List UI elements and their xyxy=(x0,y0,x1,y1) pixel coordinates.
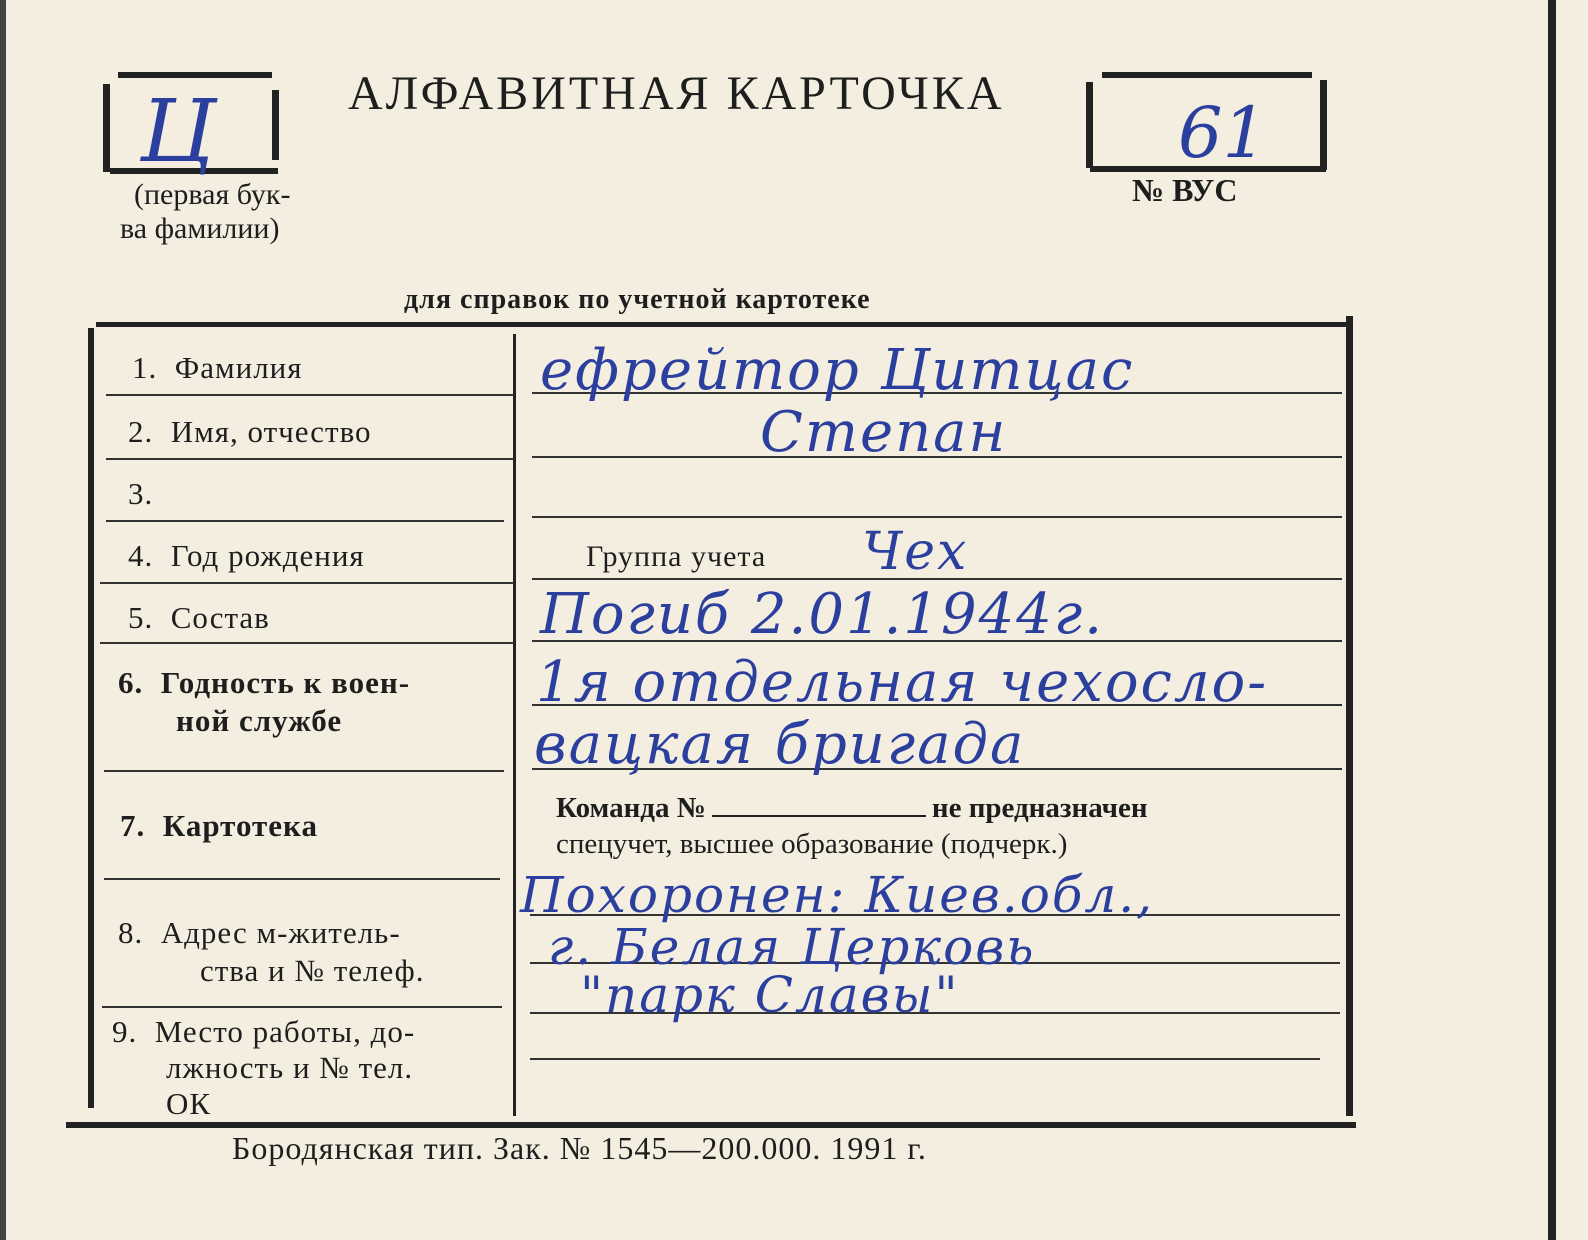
special-line: спецучет, высшее образование (подчерк.) xyxy=(556,828,1068,860)
field-8-label: 8. Адрес м-житель- ства и № телеф. xyxy=(118,915,425,988)
printer-imprint: Бородянская тип. Зак. № 1545—200.000. 1991 г. xyxy=(232,1130,927,1166)
table-top-rule xyxy=(96,322,1348,327)
group-handwritten: Чех xyxy=(862,522,969,582)
field-2-label: 2. Имя, отчество xyxy=(128,414,372,449)
card-title: АЛФАВИТНАЯ КАРТОЧКА xyxy=(348,67,1005,120)
table-left-rule xyxy=(88,328,94,1108)
letter-caption: (первая бук- ва фамилии) xyxy=(120,178,291,245)
unit-handwritten-2: вацкая бригада xyxy=(534,712,1026,777)
field-4-label: 4. Год рождения xyxy=(128,538,365,573)
field-3-label: 3. xyxy=(128,476,154,511)
letter-handwritten: Ц xyxy=(140,82,215,182)
table-divider xyxy=(513,334,516,1116)
field-7-label: 7. Картотека xyxy=(120,808,318,843)
burial-handwritten-1: Похоронен: Киев.обл., xyxy=(520,866,1155,924)
field-5-label: 5. Состав xyxy=(128,600,270,635)
field-1-label: 1. Фамилия xyxy=(132,350,303,385)
burial-handwritten-2: г. Белая Церковь xyxy=(548,918,1036,976)
vus-caption: № ВУС xyxy=(1132,172,1238,208)
team-line: Команда № не предназначен xyxy=(556,792,1148,824)
group-label: Группа учета xyxy=(586,540,767,573)
vus-handwritten: 61 xyxy=(1178,92,1268,174)
table-bottom-rule xyxy=(66,1122,1356,1128)
death-handwritten: Погиб 2.01.1944г. xyxy=(540,582,1105,647)
subtitle: для справок по учетной картотеке xyxy=(404,284,871,315)
field-9-label: 9. Место работы, до- лжность и № тел. ОК xyxy=(112,1014,416,1121)
card-edge-left xyxy=(0,0,6,1240)
unit-handwritten-1: 1я отдельная чехосло- xyxy=(536,650,1269,715)
table-right-rule xyxy=(1346,316,1353,1116)
name-handwritten: Степан xyxy=(760,400,1008,465)
burial-handwritten-3: "парк Славы" xyxy=(580,966,960,1024)
surname-handwritten: ефрейтор Цитцас xyxy=(540,338,1135,403)
card-edge-right xyxy=(1548,0,1556,1240)
field-6-label: 6. Годность к воен- ной службе xyxy=(118,665,411,738)
